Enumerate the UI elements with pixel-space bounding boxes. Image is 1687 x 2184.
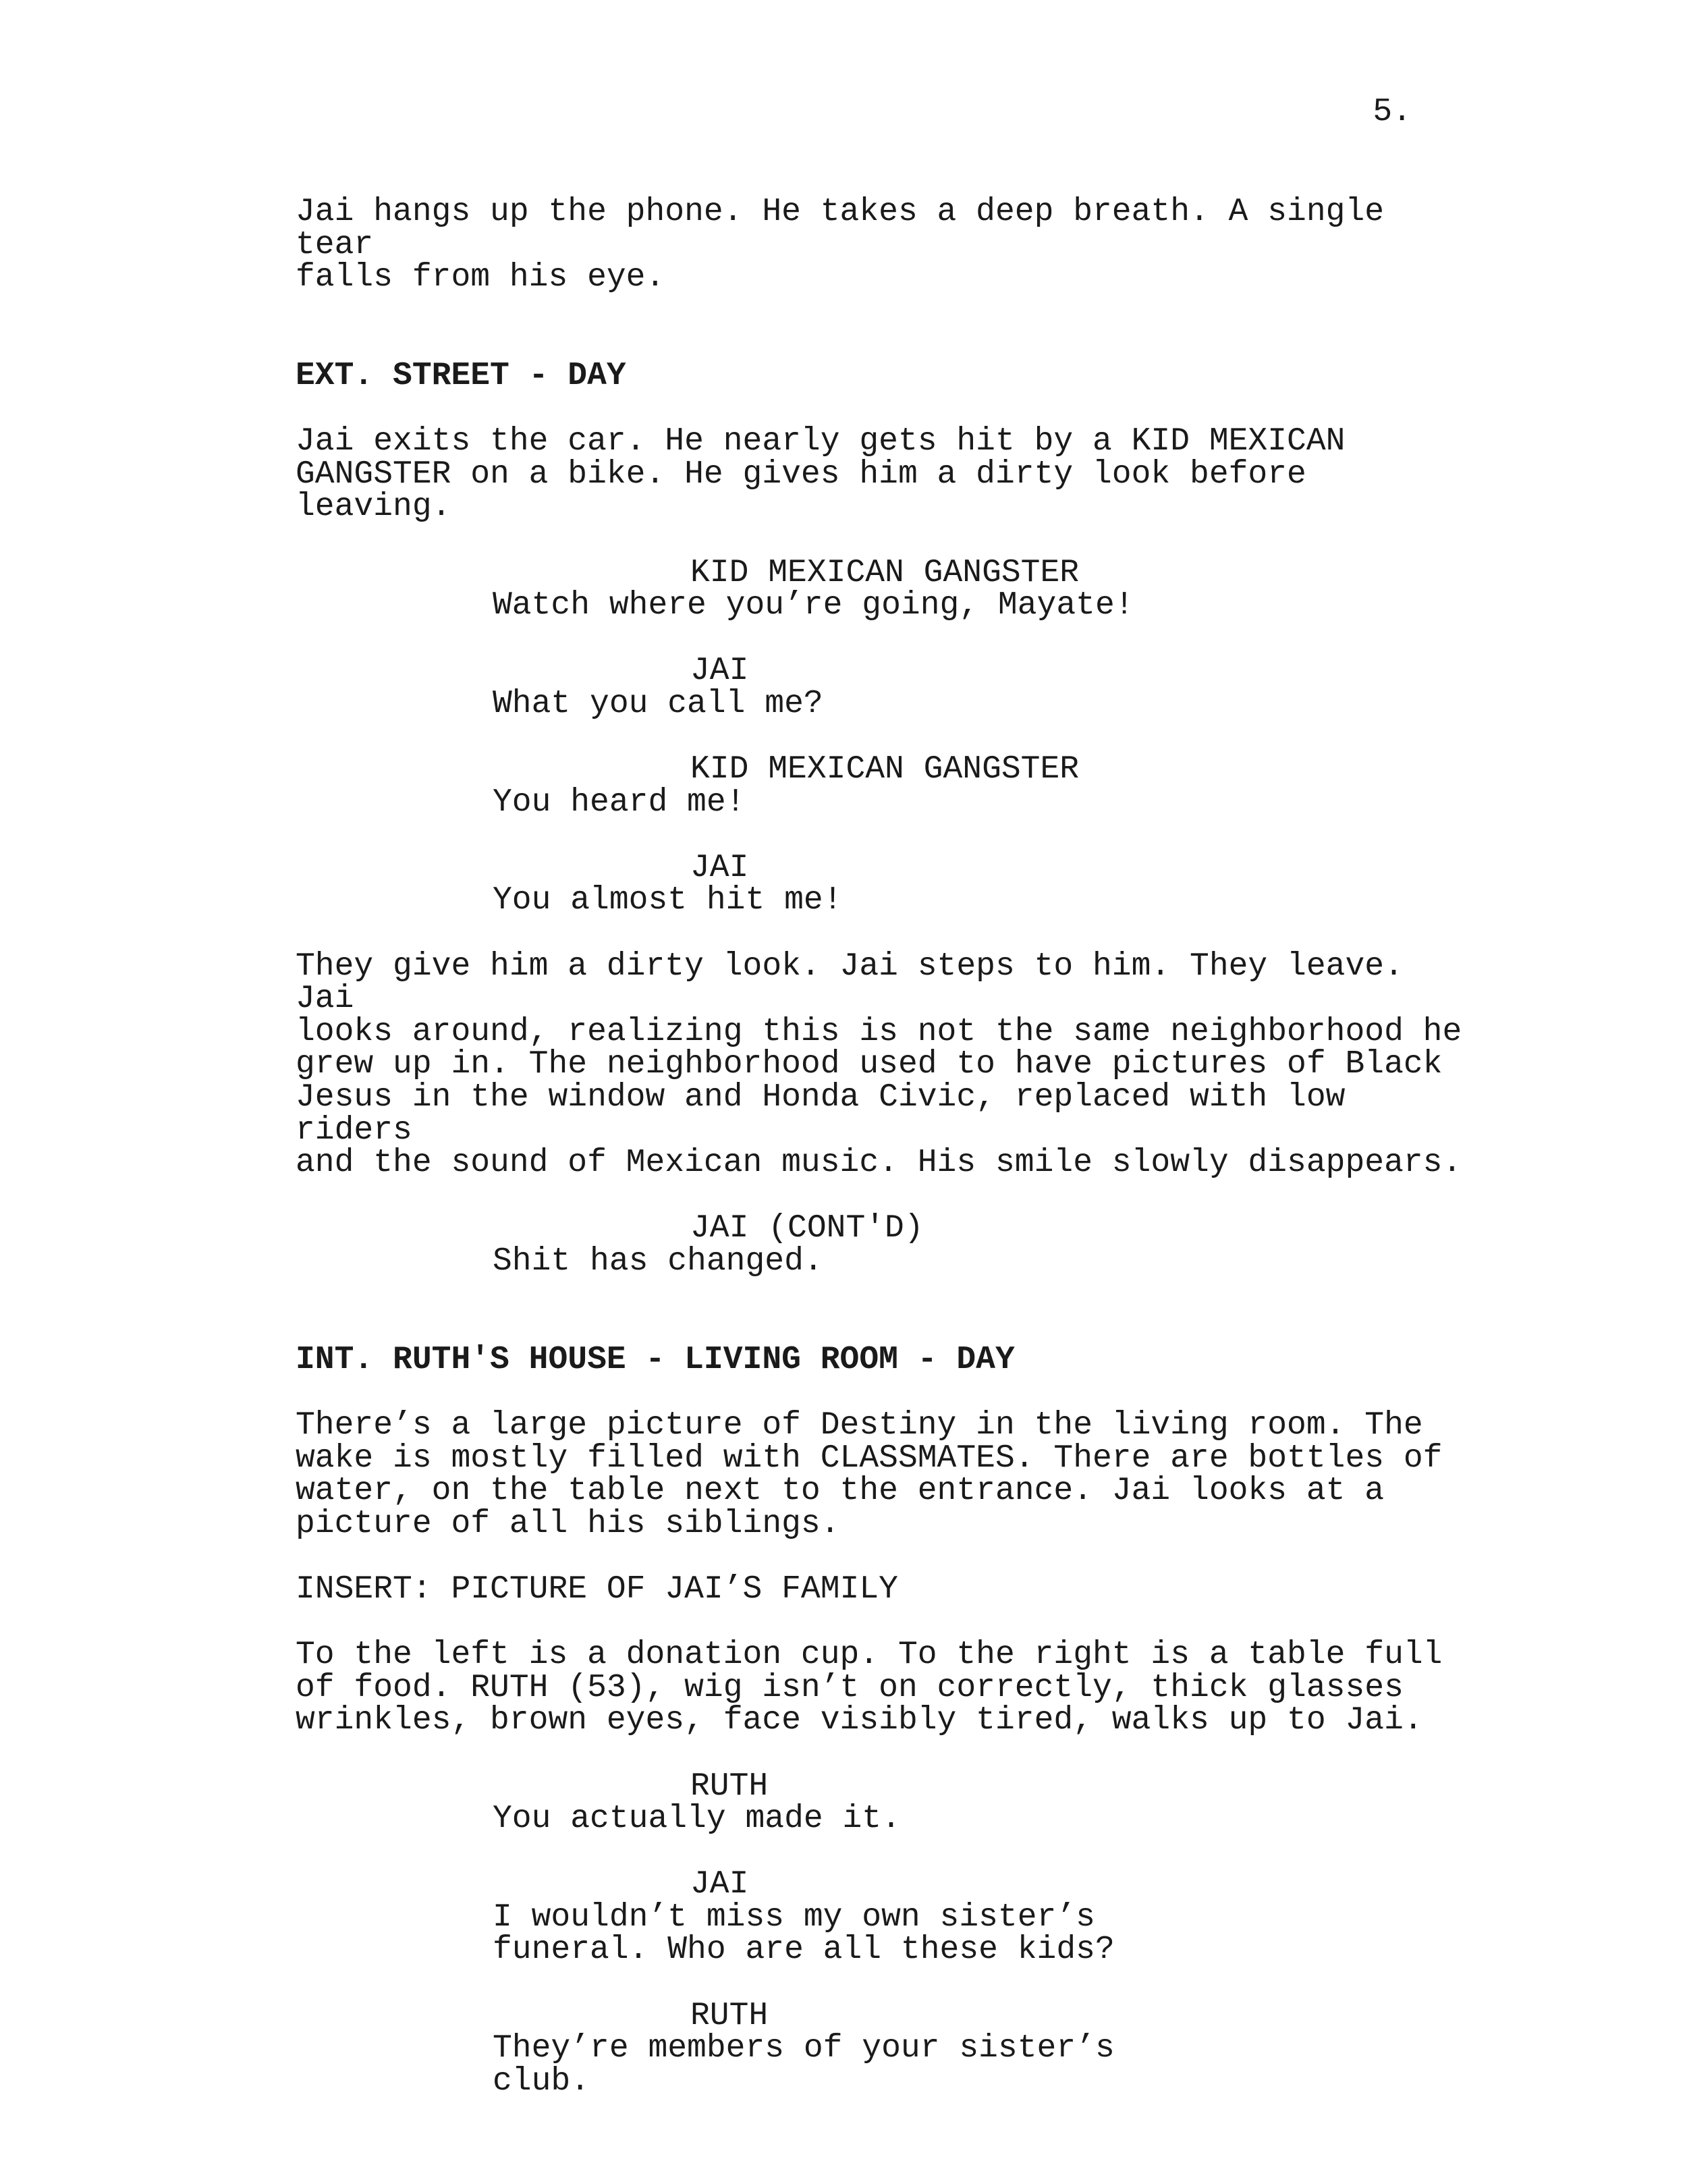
- dialogue-line: I wouldn’t miss my own sister’s funeral. Who are all these kids?: [493, 1899, 1115, 1969]
- dialogue-block: [296, 1868, 1470, 1967]
- character-name: RUTH: [690, 1997, 769, 2034]
- dialogue-line: What you call me?: [493, 685, 823, 722]
- character-name: KID MEXICAN GANGSTER: [690, 751, 1080, 788]
- action-paragraph: There’s a large picture of Destiny in the living room. The wake is mostly filled with CLASSMATES. There are bottles of water, on the table next to the entrance. Jai looks at a picture of all his siblings.: [296, 1407, 1443, 1542]
- dialogue-block: [296, 1997, 1470, 2100]
- dialogue-line: You heard me!: [493, 784, 746, 821]
- dialogue-line: You actually made it.: [493, 1801, 901, 1838]
- action-paragraph: Jai exits the car. He nearly gets hit by a KID MEXICAN GANGSTER on a bike. He gives him a dirty look before leaving.: [296, 423, 1346, 526]
- dialogue-block: [296, 554, 1470, 624]
- dialogue-line: Shit has changed.: [493, 1243, 823, 1280]
- page-number: 5.: [1373, 94, 1412, 130]
- scene-heading: INT. RUTH'S HOUSE - LIVING ROOM - DAY: [296, 1341, 1015, 1378]
- character-name: JAI: [690, 653, 749, 690]
- dialogue-line: You almost hit me!: [493, 882, 843, 919]
- dialogue-block: [296, 655, 1470, 720]
- character-name: JAI: [690, 849, 749, 886]
- dialogue-block: [296, 1770, 1470, 1836]
- scene-heading: EXT. STREET - DAY: [296, 357, 626, 394]
- dialogue-block: [296, 1212, 1470, 1278]
- screenplay-body: [296, 196, 1470, 2098]
- dialogue-block: [296, 849, 1470, 919]
- character-name: JAI: [690, 1866, 749, 1903]
- character-name: JAI (CONT'D): [690, 1210, 924, 1247]
- dialogue-block: [296, 753, 1470, 819]
- action-paragraph: They give him a dirty look. Jai steps to him. They leave. Jai looks around, realizing this is not the same neighborhood he grew up in. The neighborhood used to have pictures of Black Jesus in the window and Honda Civic, replaced with low riders and the sound of Mexican music. His smile slowly disappears.: [296, 948, 1462, 1182]
- action-paragraph: Jai hangs up the phone. He takes a deep breath. A single tear falls from his eye.: [296, 194, 1385, 296]
- insert-shot: INSERT: PICTURE OF JAI’S FAMILY: [296, 1571, 898, 1608]
- character-name: KID MEXICAN GANGSTER: [690, 554, 1080, 591]
- dialogue-line: Watch where you’re going, Mayate!: [493, 587, 1134, 624]
- character-name: RUTH: [690, 1768, 769, 1805]
- dialogue-line: They’re members of your sister’s club.: [493, 2030, 1115, 2100]
- action-paragraph: To the left is a donation cup. To the right is a table full of food. RUTH (53), wig isn’t on correctly, thick glasses wrinkles, brown eyes, face visibly tired, walks up to Jai.: [296, 1637, 1443, 1739]
